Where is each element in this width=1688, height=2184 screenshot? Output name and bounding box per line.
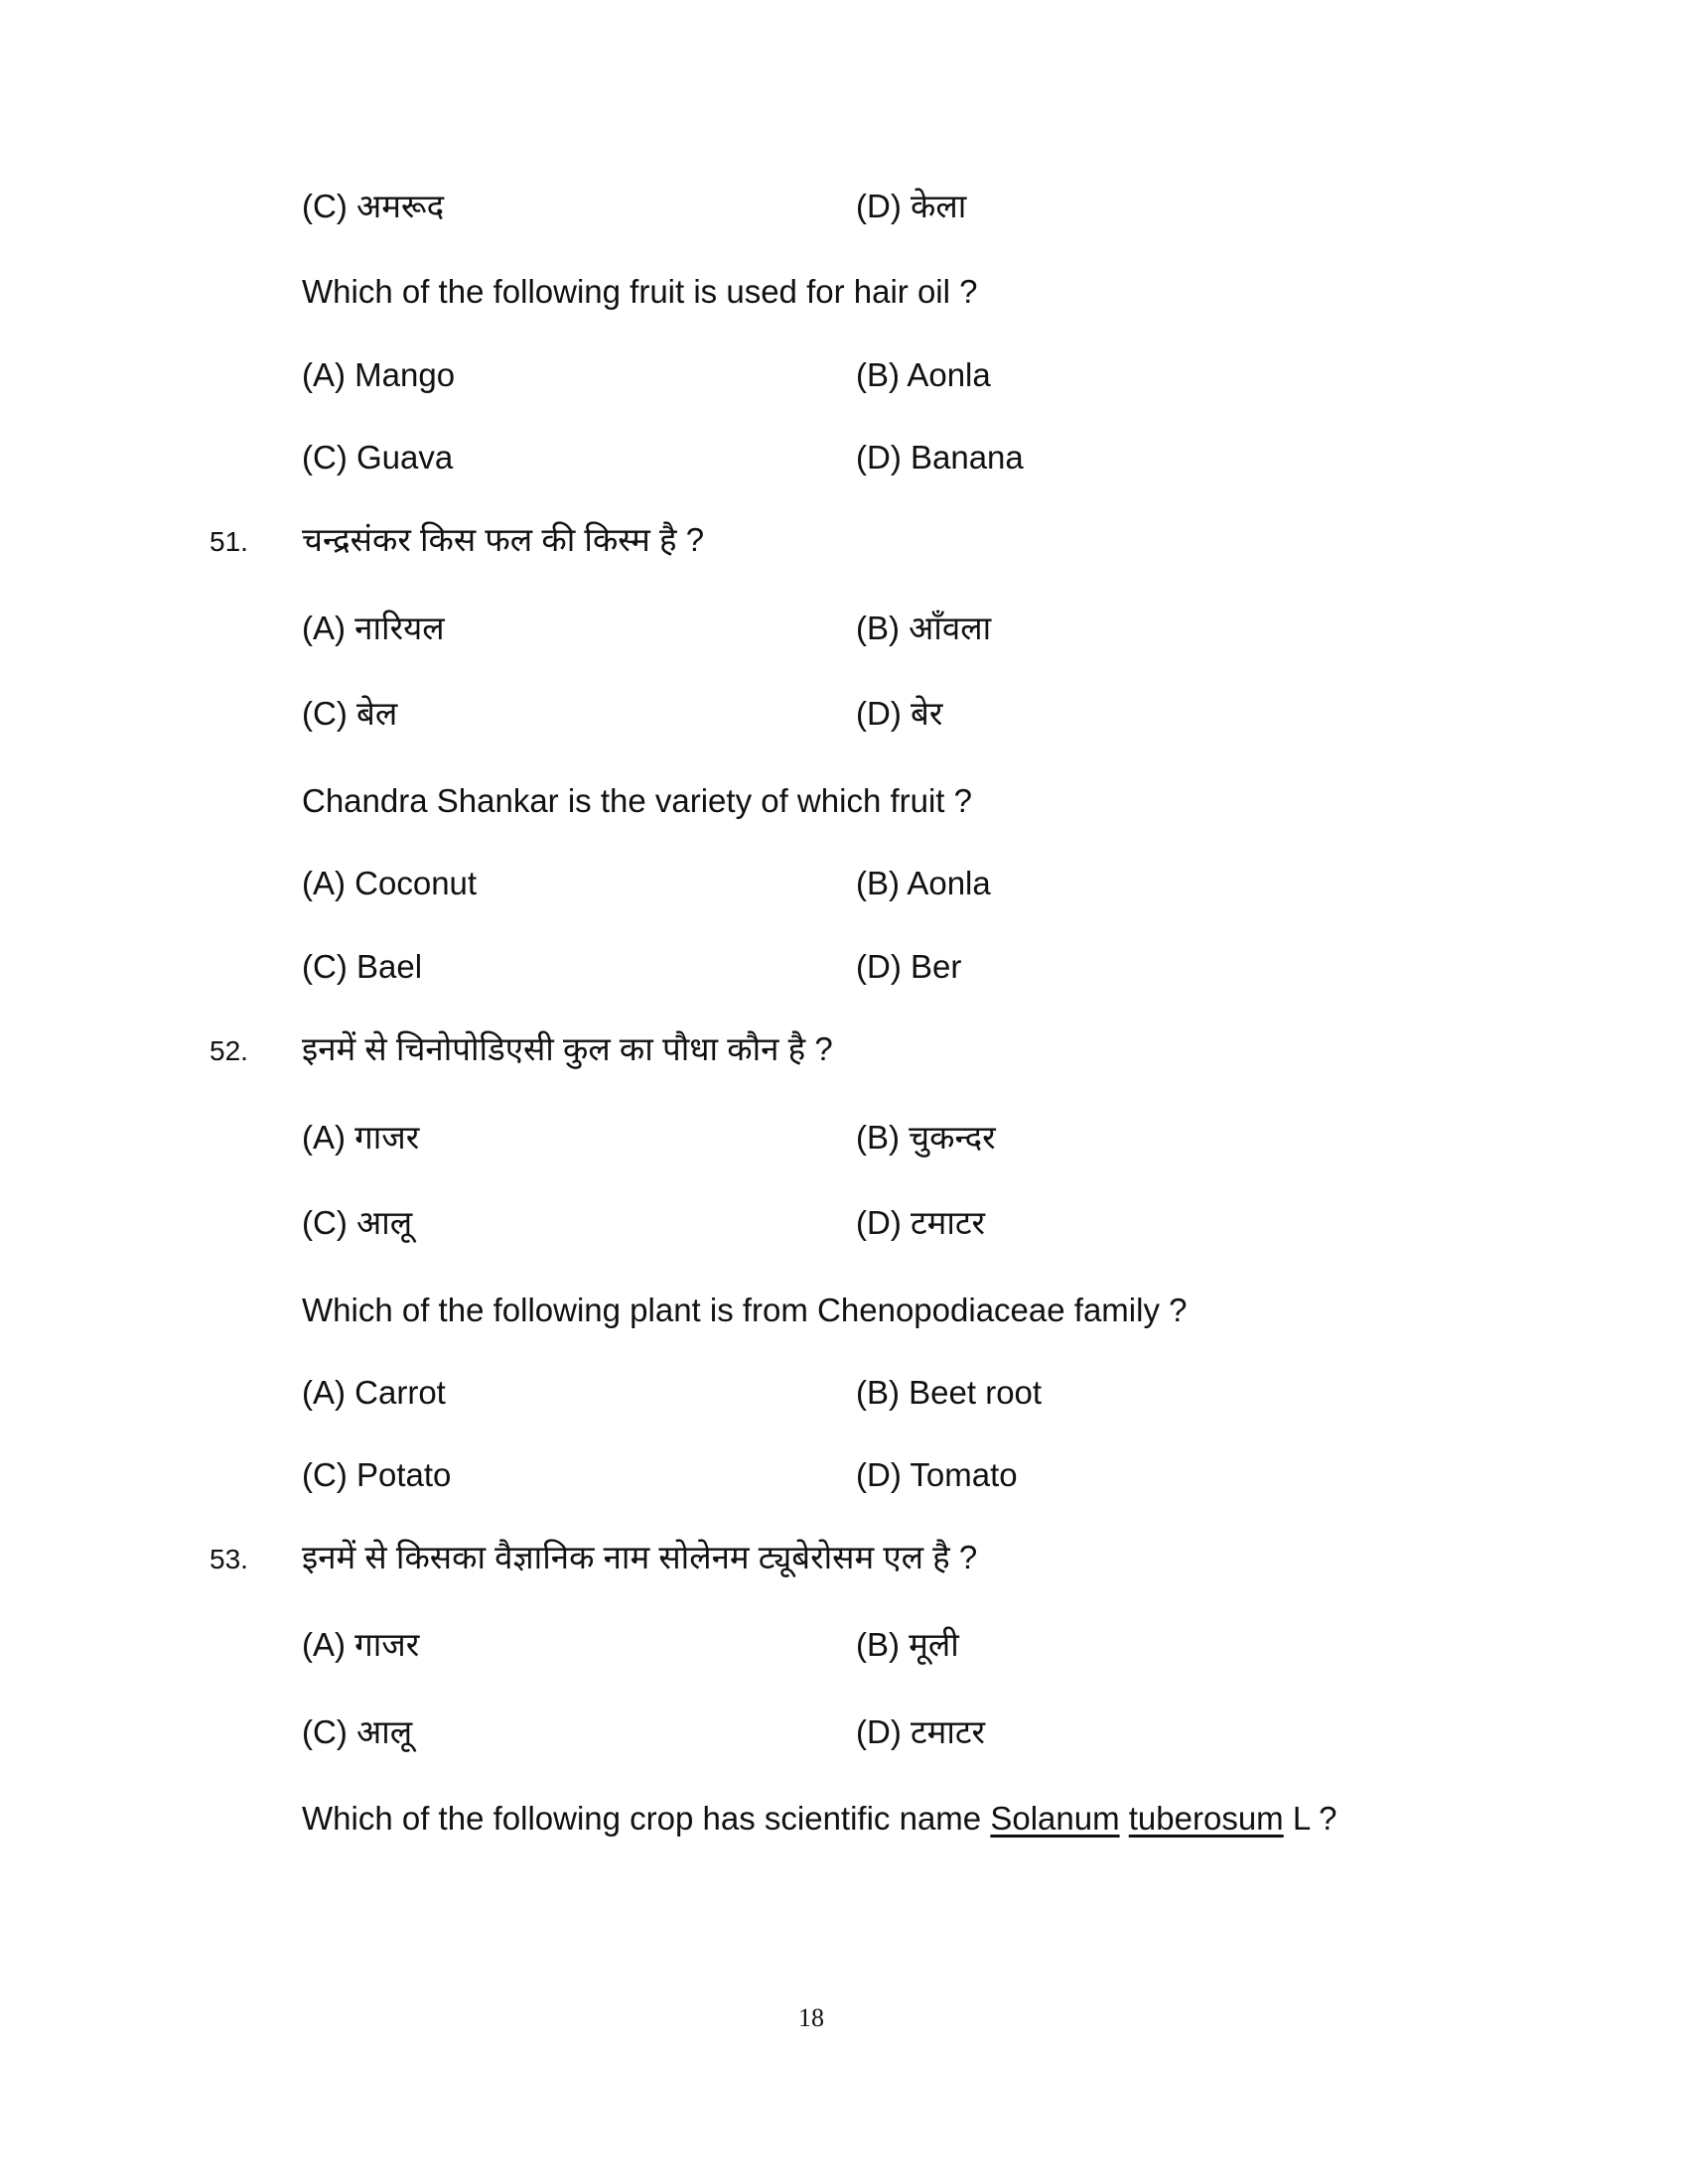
option-left: (C) Bael: [302, 948, 423, 985]
option-right: (B) चुकन्दर: [856, 1119, 996, 1156]
option-right: (B) Aonla: [856, 356, 991, 393]
text-fragment: [1120, 1800, 1129, 1837]
option-right: (D) Tomato: [856, 1456, 1018, 1493]
option-right: (D) Banana: [856, 439, 1024, 476]
question-text: चन्द्रसंकर किस फल की किस्म है ?: [302, 521, 705, 558]
option-right: (D) टमाटर: [856, 1713, 986, 1750]
option-left: (C) Potato: [302, 1456, 452, 1493]
option-right: (B) मूली: [856, 1626, 959, 1663]
option-left: (A) गाजर: [302, 1626, 420, 1663]
option-right: (B) आँवला: [856, 610, 992, 646]
option-left: (C) आलू: [302, 1713, 413, 1750]
text-fragment: L ?: [1283, 1800, 1337, 1837]
option-right: (B) Beet root: [856, 1374, 1043, 1411]
option-right: (D) केला: [856, 188, 967, 224]
question-text: इनमें से किसका वैज्ञानिक नाम सोलेनम ट्यूबेरोसम एल है ?: [302, 1539, 978, 1575]
question-number: 51.: [210, 526, 248, 557]
option-right: (D) बेर: [856, 695, 943, 732]
question-text: [302, 1799, 1337, 1839]
option-left: (A) Carrot: [302, 1374, 446, 1411]
option-right: (B) Aonla: [856, 865, 991, 901]
option-left: (C) Guava: [302, 439, 454, 476]
question-text: Chandra Shankar is the variety of which fruit ?: [302, 782, 973, 819]
question-text: Which of the following plant is from Chenopodiaceae family ?: [302, 1292, 1188, 1328]
option-right: (D) Ber: [856, 948, 962, 985]
option-left: (C) अमरूद: [302, 188, 445, 224]
scientific-name: tuberosum: [1128, 1800, 1284, 1837]
text-fragment: Which of the following crop has scientific name: [302, 1800, 991, 1837]
scientific-name: Solanum: [990, 1800, 1120, 1837]
option-left: (A) Mango: [302, 356, 456, 393]
option-left: (C) आलू: [302, 1204, 413, 1241]
option-left: (A) Coconut: [302, 865, 478, 901]
question-number: 53.: [210, 1544, 248, 1574]
option-right: (D) टमाटर: [856, 1204, 986, 1241]
page-number: 18: [798, 2003, 824, 2032]
question-text: इनमें से चिनोपोडिएसी कुल का पौधा कौन है ?: [302, 1030, 833, 1067]
option-left: (A) गाजर: [302, 1119, 420, 1156]
option-left: (C) बेल: [302, 695, 398, 732]
option-left: (A) नारियल: [302, 610, 445, 646]
question-text: Which of the following fruit is used for hair oil ?: [302, 273, 978, 310]
question-number: 52.: [210, 1035, 248, 1066]
